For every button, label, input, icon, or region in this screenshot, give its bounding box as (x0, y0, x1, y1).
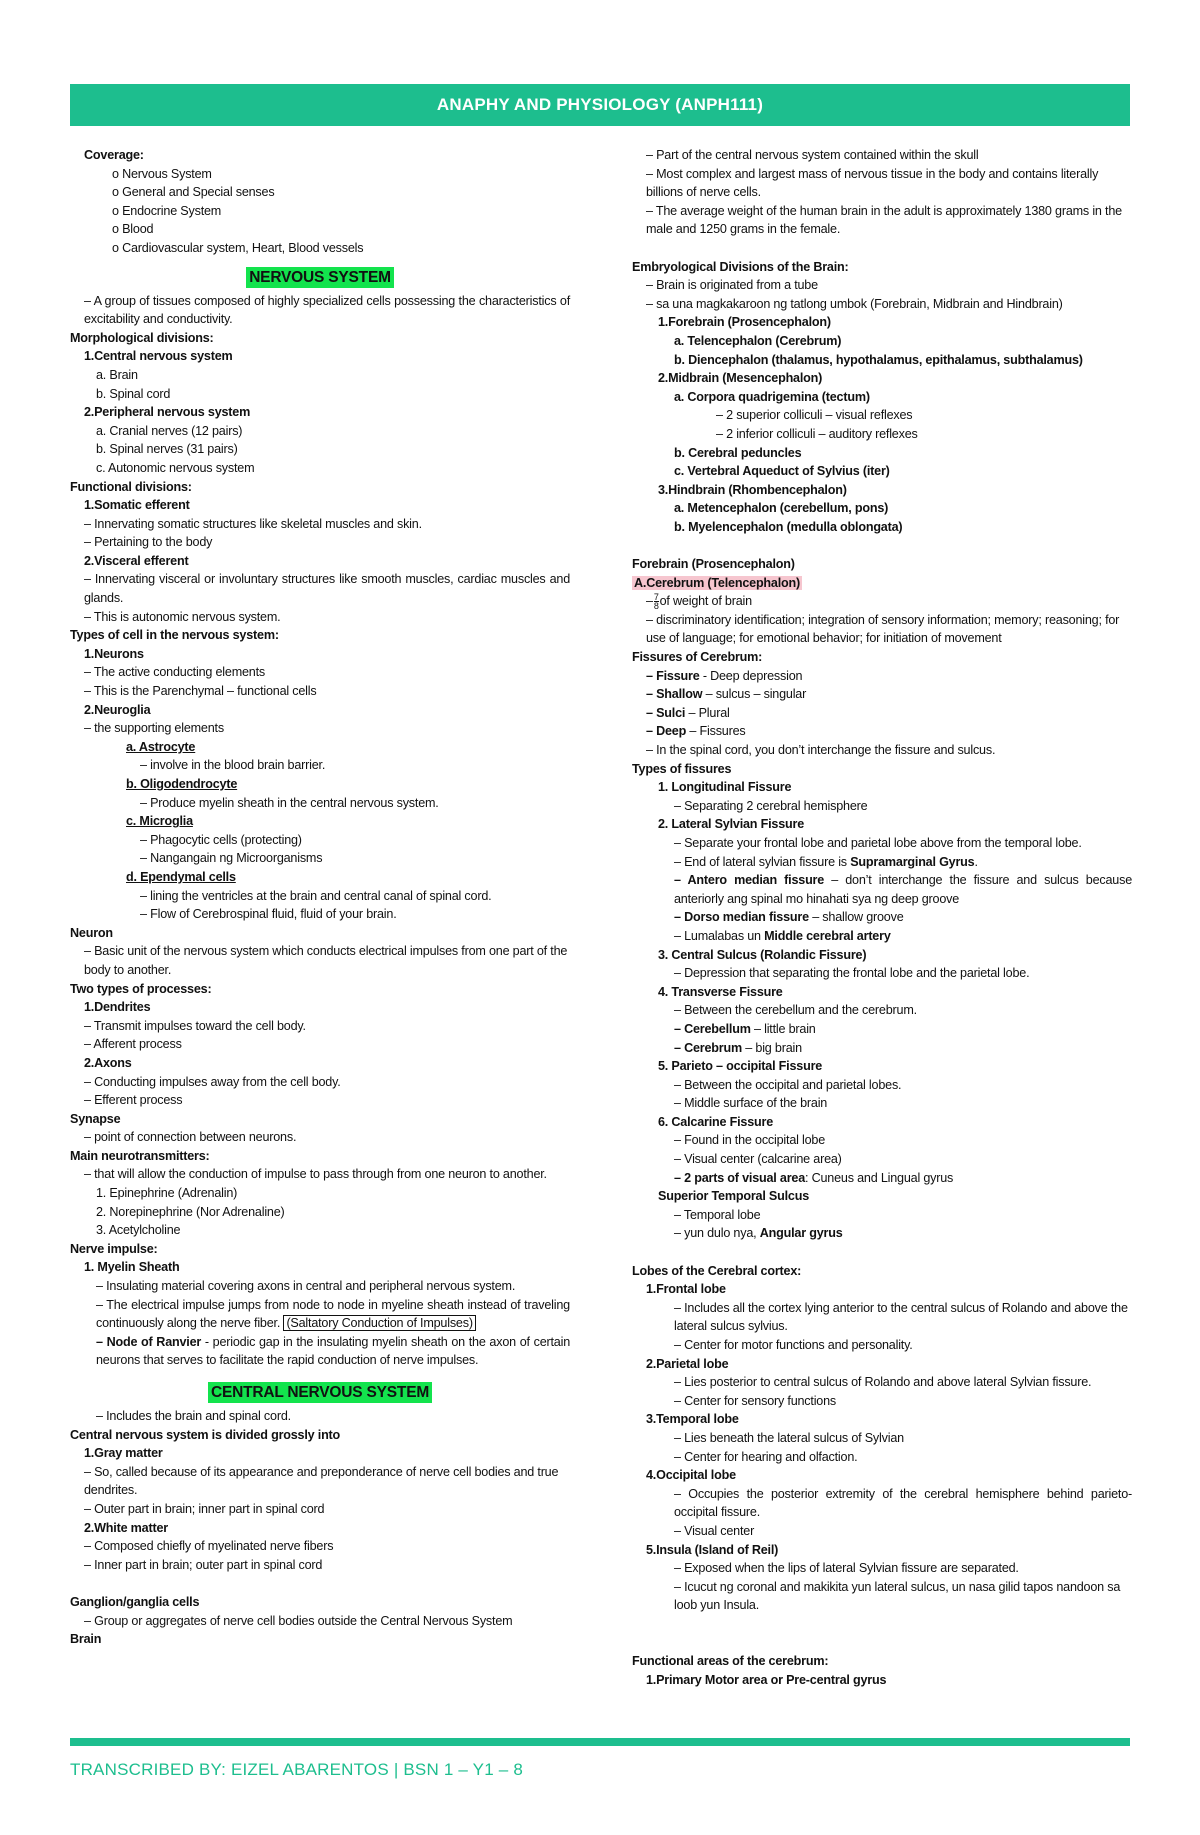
parieto-occipital-desc: – Between the occipital and parietal lobes. (674, 1077, 902, 1092)
emb-midbrain-subitem: – 2 inferior colliculi – auditory reflexes (716, 426, 918, 441)
coverage-title: Coverage: (84, 148, 144, 162)
lateral-desc: – Separate your frontal lobe and parietal lobe above from the temporal lobe. (674, 835, 1082, 850)
cerebrum-label: – Cerebrum (674, 1040, 742, 1055)
dorso-median-desc (632, 908, 1132, 927)
emb-forebrain-item: b. Diencephalon (thalamus, hypothalamus, epithalamus, subthalamus) (674, 352, 1083, 367)
processes-axons: 2.Axons (84, 1055, 132, 1070)
fissure-term (632, 722, 1132, 741)
synapse-title: Synapse (70, 1111, 121, 1126)
myelin-desc: – Insulating material covering axons in central and peripheral nervous system. (96, 1279, 516, 1294)
fissure-term-text: – Fissures (686, 724, 746, 739)
antero-median-desc (632, 871, 1132, 908)
supramarginal-gyrus: Supramarginal Gyrus (850, 854, 975, 869)
types-neurons: 1.Neurons (84, 646, 144, 661)
section-heading-cns: CENTRAL NERVOUS SYSTEM (208, 1382, 432, 1403)
superior-temporal-sulcus: Superior Temporal Sulcus (658, 1189, 810, 1204)
transverse-fissure: 4. Transverse Fissure (658, 984, 783, 999)
neuron-title: Neuron (70, 925, 113, 940)
angular-gyrus-label: Angular gyrus (759, 1226, 843, 1241)
weight-dash: – (646, 594, 653, 609)
cns-def: – Includes the brain and spinal cord. (96, 1409, 291, 1423)
header-banner: ANAPHY AND PHYSIOLOGY (ANPH111) (70, 84, 1130, 126)
myelin-desc-saltatory (70, 1296, 570, 1333)
dorso-median-label: – Dorso median fissure (674, 910, 809, 925)
brain-desc: – The average weight of the human brain in the adult is approximately 1380 grams in the male and 1250 grams in the female. (646, 203, 1122, 237)
emb-hindbrain-item: b. Myelencephalon (medulla oblongata) (674, 519, 903, 534)
brain-desc: – Part of the central nervous system contained within the skull (646, 148, 979, 162)
frontal-lobe: 1.Frontal lobe (646, 1282, 726, 1297)
cerebellum-desc (632, 1020, 1132, 1039)
astrocyte-desc: – involve in the blood brain barrier. (140, 758, 326, 773)
ependymal-label: d. Ependymal cells (126, 869, 236, 884)
lateral-desc-text: – End of lateral sylvian fissure is (674, 854, 851, 869)
morph-cns-item: a. Brain (96, 367, 138, 382)
functional-area-item: 1.Primary Motor area or Pre-central gyrus (646, 1672, 887, 1687)
coverage-item: o Blood (112, 222, 154, 237)
fraction-numerator: 7 (653, 592, 659, 603)
func-somatic-item: – Pertaining to the body (84, 535, 213, 550)
cerebrum-desc (632, 1039, 1132, 1058)
emb-midbrain-item: a. Corpora quadrigemina (tectum) (674, 389, 870, 404)
middle-cerebral-artery-desc (632, 927, 1132, 946)
parieto-occipital-fissure: 5. Parieto – occipital Fissure (658, 1059, 823, 1074)
coverage-item: o Cardiovascular system, Heart, Blood vessels (112, 240, 364, 255)
oligodendrocyte-desc: – Produce myelin sheath in the central nervous system. (140, 795, 439, 810)
morph-pns-item: b. Spinal nerves (31 pairs) (96, 442, 238, 457)
neurotransmitter-item: 1. Epinephrine (Adrenalin) (96, 1186, 238, 1201)
fissure-term-text: – sulcus – singular (702, 687, 807, 702)
types-of-fissures-title: Types of fissures (632, 761, 732, 776)
fissure-term-text: – Plural (685, 705, 730, 720)
ganglion-desc: – Group or aggregates of nerve cell bodies outside the Central Nervous System (84, 1613, 513, 1628)
lateral-desc-period: . (974, 854, 978, 869)
seven-eighths-fraction (654, 593, 659, 610)
cerebellum-label: – Cerebellum (674, 1021, 751, 1036)
insula-lobe: 5.Insula (Island of Reil) (646, 1542, 779, 1557)
morph-cns: 1.Central nervous system (84, 349, 233, 364)
morph-pns-item: c. Autonomic nervous system (96, 460, 255, 475)
fraction-denominator: 8 (653, 601, 659, 612)
ganglion-title: Ganglion/ganglia cells (70, 1594, 200, 1609)
emb-midbrain: 2.Midbrain (Mesencephalon) (658, 371, 823, 386)
fissure-term-label: – Fissure (646, 668, 700, 683)
central-sulcus-desc: – Depression that separating the frontal lobe and the parietal lobe. (674, 966, 1030, 981)
temporal-desc: – Lies beneath the lateral sulcus of Sylvian (674, 1430, 904, 1445)
ependymal-desc: – lining the ventricles at the brain and central canal of spinal cord. (140, 888, 492, 903)
lateral-desc (632, 853, 1132, 872)
insula-desc: – Icucut ng coronal and makikita yun lateral sulcus, un nasa gilid tapos nandoon sa loob yun Insula. (674, 1579, 1121, 1613)
temporal-desc: – Center for hearing and olfaction. (674, 1449, 858, 1464)
central-sulcus: 3. Central Sulcus (Rolandic Fissure) (658, 947, 867, 962)
microglia-desc: – Phagocytic cells (protecting) (140, 832, 302, 847)
antero-median-text: – don’t interchange the fissure and sulcus because anteriorly ang spinal mo hinahati sya ng deep groove (674, 873, 1132, 906)
func-visceral: 2.Visceral efferent (84, 553, 189, 568)
calcarine-desc: – Visual center (calcarine area) (674, 1152, 842, 1167)
fissure-term-text: - Deep depression (699, 668, 803, 683)
fissure-term (632, 704, 1132, 723)
insula-desc: – Exposed when the lips of lateral Sylvian fissure are separated. (674, 1561, 1019, 1576)
gray-matter-desc: – Outer part in brain; inner part in spinal cord (84, 1501, 325, 1516)
fissure-term-label: – Shallow (646, 687, 703, 702)
transverse-desc: – Between the cerebellum and the cerebrum. (674, 1003, 917, 1018)
morph-pns-item: a. Cranial nerves (12 pairs) (96, 423, 243, 438)
func-visceral-item: – Innervating visceral or involuntary structures like smooth muscles, cardiac muscles and glands. (84, 572, 570, 606)
saltatory-box: (Saltatory Conduction of Impulses) (283, 1315, 475, 1331)
myelin-sheath-label: 1. Myelin Sheath (84, 1260, 180, 1275)
ranvier-text: - periodic gap in the insulating myelin sheath on the axon of certain neurons that serves to facilitate the rapid conduction of nerve impulses. (96, 1334, 571, 1368)
embryological-title: Embryological Divisions of the Brain: (632, 259, 849, 274)
brain-title: Brain (70, 1632, 102, 1647)
visual-area-desc (632, 1169, 1132, 1188)
axons-item: – Conducting impulses away from the cell body. (84, 1074, 341, 1089)
mca-text: – Lumalabas un (674, 928, 765, 943)
saltatory-text: – The electrical impulse jumps from node to node in myeline sheath instead of traveling continuously along the nerve fiber. (96, 1297, 570, 1331)
antero-median-label: – Antero median fissure (674, 873, 825, 888)
emb-midbrain-item: b. Cerebral peduncles (674, 445, 802, 460)
occipital-desc: – Occupies the posterior extremity of the cerebral hemisphere behind parieto-occipital fissure. (674, 1486, 1132, 1520)
left-column (70, 146, 570, 1649)
white-matter-desc: – Inner part in brain; outer part in spinal cord (84, 1557, 323, 1572)
dendrites-item: – Transmit impulses toward the cell body. (84, 1018, 306, 1033)
frontal-desc: – Includes all the cortex lying anterior to the central sulcus of Rolando and above the lateral sulcus sylvius. (674, 1300, 1128, 1334)
lateral-sylvian-fissure: 2. Lateral Sylvian Fissure (658, 817, 804, 832)
neuron-def: – Basic unit of the nervous system which conducts electrical impulses from one part of the body to another. (84, 944, 568, 977)
types-neuroglia-def: – the supporting elements (84, 721, 224, 736)
types-neuroglia: 2.Neuroglia (84, 702, 151, 717)
section-heading-nervous-system: NERVOUS SYSTEM (246, 267, 394, 288)
func-somatic-item: – Innervating somatic structures like skeletal muscles and skin. (84, 516, 422, 531)
func-visceral-item: – This is autonomic nervous system. (84, 609, 281, 624)
white-matter-label: 2.White matter (84, 1520, 168, 1535)
coverage-item: o Endocrine System (112, 203, 222, 218)
white-matter-desc: – Composed chiefly of myelinated nerve fibers (84, 1539, 334, 1554)
occipital-desc: – Visual center (674, 1523, 755, 1538)
cns-division-title: Central nervous system is divided grossly into (70, 1427, 341, 1442)
func-title: Functional divisions: (70, 479, 192, 494)
fissure-term (632, 685, 1132, 704)
ependymal-desc: – Flow of Cerebrospinal fluid, fluid of your brain. (140, 907, 397, 922)
coverage-item: o General and Special senses (112, 185, 275, 200)
calcarine-fissure: 6. Calcarine Fissure (658, 1114, 774, 1129)
weight-text: of weight of brain (659, 594, 752, 609)
occipital-lobe: 4.Occipital lobe (646, 1468, 736, 1483)
emb-midbrain-subitem: – 2 superior colliculi – visual reflexes (716, 408, 913, 423)
embryological-desc: – sa una magkakaroon ng tatlong umbok (Forebrain, Midbrain and Hindbrain) (646, 296, 1063, 311)
angular-gyrus-text: – yun dulo nya, (674, 1226, 760, 1241)
cerebrum-functions: – discriminatory identification; integration of sensory information; memory; reasoning; for use of language; for emotional behavior; for initiation of movement (646, 612, 1120, 646)
visual-area-text: : Cuneus and Lingual gyrus (805, 1170, 954, 1185)
longitudinal-desc: – Separating 2 cerebral hemisphere (674, 798, 868, 813)
morph-pns: 2.Peripheral nervous system (84, 405, 251, 420)
fissure-note: – In the spinal cord, you don’t interchange the fissure and sulcus. (646, 743, 996, 757)
morph-cns-item: b. Spinal cord (96, 386, 171, 401)
footer-bar (70, 1738, 1130, 1746)
fissures-title: Fissures of Cerebrum: (632, 650, 763, 665)
dorso-median-text: – shallow groove (808, 910, 904, 925)
ranvier-label: – Node of Ranvier (96, 1334, 202, 1349)
types-neurons-item: – This is the Parenchymal – functional cells (84, 684, 317, 699)
longitudinal-fissure: 1. Longitudinal Fissure (658, 780, 792, 795)
neurotransmitters-title: Main neurotransmitters: (70, 1148, 210, 1163)
temporal-lobe: 3.Temporal lobe (646, 1412, 739, 1427)
coverage-item: o Nervous System (112, 166, 212, 181)
cerebellum-text: – little brain (750, 1021, 816, 1036)
emb-hindbrain-item: a. Metencephalon (cerebellum, pons) (674, 501, 889, 516)
cerebrum-text: – big brain (742, 1040, 802, 1055)
neurotransmitter-item: 3. Acetylcholine (96, 1223, 181, 1238)
neurotransmitter-item: 2. Norepinephrine (Nor Adrenaline) (96, 1204, 285, 1219)
brain-desc: – Most complex and largest mass of nervous tissue in the body and contains literally billions of nerve cells. (646, 166, 1099, 200)
microglia-desc: – Nangangain ng Microorganisms (140, 851, 323, 866)
fissure-term-label: – Deep (646, 724, 687, 739)
embryological-desc: – Brain is originated from a tube (646, 278, 818, 293)
parietal-lobe: 2.Parietal lobe (646, 1356, 729, 1371)
processes-dendrites: 1.Dendrites (84, 1000, 151, 1015)
processes-title: Two types of processes: (70, 981, 212, 996)
frontal-desc: – Center for motor functions and personality. (674, 1338, 913, 1352)
right-column (632, 146, 1132, 1689)
oligodendrocyte-label: b. Oligodendrocyte (126, 777, 238, 791)
emb-forebrain-item: a. Telencephalon (Cerebrum) (674, 333, 842, 348)
footer-credit: TRANSCRIBED BY: EIZEL ABARENTOS | BSN 1 – Y1 – 8 (70, 1760, 524, 1779)
microglia-label: c. Microglia (126, 814, 193, 829)
ranvier-desc (70, 1333, 570, 1370)
emb-midbrain-item: c. Vertebral Aqueduct of Sylvius (iter) (674, 464, 890, 479)
func-somatic: 1.Somatic efferent (84, 498, 190, 513)
angular-gyrus-desc (632, 1224, 1132, 1243)
forebrain-title: Forebrain (Prosencephalon) (632, 557, 795, 572)
calcarine-desc: – Found in the occipital lobe (674, 1133, 826, 1148)
lobes-title: Lobes of the Cerebral cortex: (632, 1263, 802, 1278)
visual-area-label: – 2 parts of visual area (674, 1170, 806, 1185)
morph-title: Morphological divisions: (70, 330, 214, 345)
cerebrum-heading: A.Cerebrum (Telencephalon) (634, 575, 801, 590)
axons-item: – Efferent process (84, 1093, 183, 1108)
parietal-desc: – Center for sensory functions (674, 1393, 836, 1408)
fissure-term (632, 667, 1132, 686)
types-neurons-item: – The active conducting elements (84, 665, 265, 680)
sts-desc: – Temporal lobe (674, 1207, 761, 1222)
synapse-def: – point of connection between neurons. (84, 1130, 297, 1145)
types-title: Types of cell in the nervous system: (70, 628, 279, 643)
emb-hindbrain: 3.Hindbrain (Rhombencephalon) (658, 482, 847, 497)
astrocyte-label: a. Astrocyte (126, 739, 196, 754)
gray-matter-desc: – So, called because of its appearance and preponderance of nerve cell bodies and true dendrites. (84, 1464, 559, 1498)
parietal-desc: – Lies posterior to central sulcus of Rolando and above lateral Sylvian fissure. (674, 1375, 1092, 1390)
parieto-occipital-desc: – Middle surface of the brain (674, 1096, 828, 1111)
fissure-term-label: – Sulci (646, 705, 686, 720)
ns-definition: – A group of tissues composed of highly specialized cells possessing the characteristics of excitability and conductivity. (84, 293, 570, 327)
neurotransmitters-def: – that will allow the conduction of impulse to pass through from one neuron to another. (84, 1167, 547, 1182)
gray-matter-label: 1.Gray matter (84, 1446, 163, 1461)
mca-label: Middle cerebral artery (764, 928, 891, 943)
functional-areas-title: Functional areas of the cerebrum: (632, 1654, 829, 1669)
emb-forebrain: 1.Forebrain (Prosencephalon) (658, 315, 831, 330)
nerve-impulse-title: Nerve impulse: (70, 1241, 158, 1256)
cerebrum-weight (632, 592, 1132, 611)
dendrites-item: – Afferent process (84, 1037, 182, 1052)
